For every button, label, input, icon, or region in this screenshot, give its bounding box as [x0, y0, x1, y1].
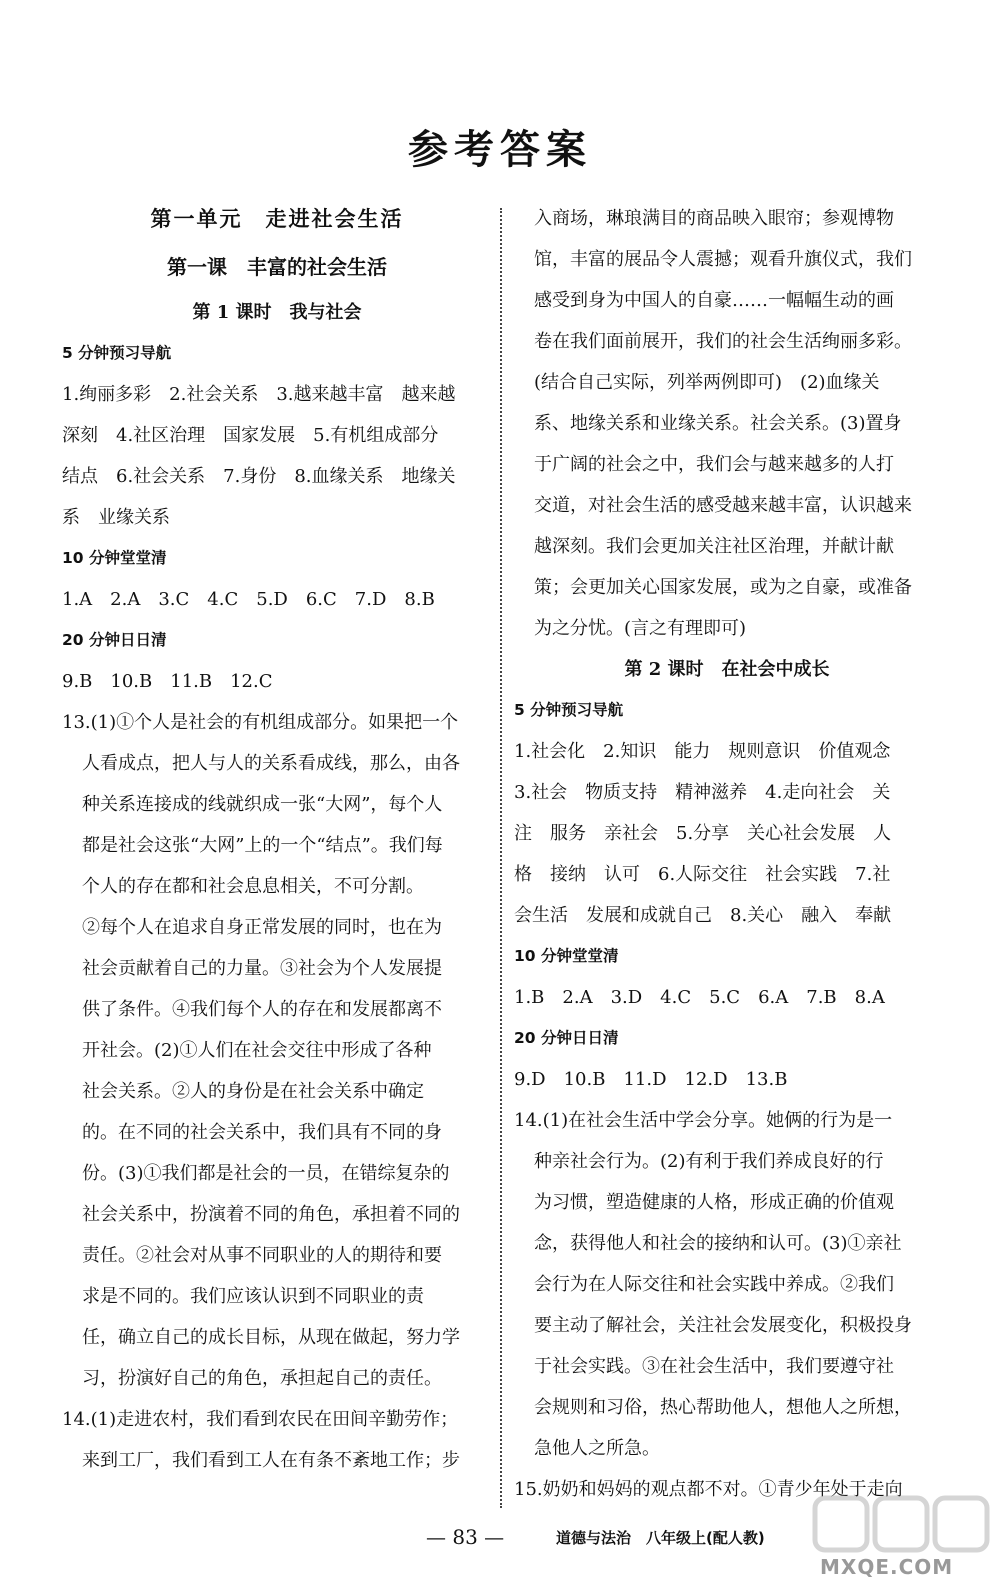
- answer-line: 系、地缘关系和业缘关系。社会关系。(3)置身: [534, 413, 902, 434]
- answer-line: 为之分忧。(言之有理即可): [534, 618, 747, 639]
- answer-line: 要主动了解社会，关注社会发展变化，积极投身: [534, 1315, 912, 1336]
- answer-line: 9.D 10.B 11.D 12.D 13.B: [514, 1069, 788, 1090]
- answer-line: 格 接纳 认可 6.人际交往 社会实践 7.社: [514, 864, 891, 885]
- question-14-first-line: 14.(1)在社会生活中学会分享。她俩的行为是一: [514, 1110, 893, 1131]
- answer-line: 社会贡献着自己的力量。③社会为个人发展提: [82, 958, 442, 979]
- answer-line: 9.B 10.B 11.B 12.C: [62, 671, 273, 692]
- period-title: 第 2 课时 在社会中成长: [624, 659, 830, 680]
- answer-line: 求是不同的。我们应该认识到不同职业的责: [82, 1286, 424, 1307]
- section-label-class: 10 分钟堂堂清: [62, 549, 167, 567]
- answer-line: 会生活 发展和成就自己 8.关心 融入 奉献: [514, 905, 892, 926]
- answer-line: 1.B 2.A 3.D 4.C 5.C 6.A 7.B 8.A: [514, 987, 885, 1008]
- answer-line: 卷在我们面前展开，我们的社会生活绚丽多彩。: [534, 331, 912, 352]
- lesson-title: 第一课 丰富的社会生活: [167, 255, 387, 279]
- answer-line: (结合自己实际，列举两例即可) (2)血缘关: [534, 372, 880, 393]
- answer-line: 1.社会化 2.知识 能力 规则意识 价值观念: [514, 741, 891, 762]
- answer-line: 于社会实践。③在社会生活中，我们要遵守社: [534, 1356, 894, 1377]
- answer-line: 1.绚丽多彩 2.社会关系 3.越来越丰富 越来越: [62, 384, 456, 405]
- page-number: — 83 —: [426, 1525, 505, 1549]
- answer-line: 为习惯，塑造健康的人格，形成正确的价值观: [534, 1192, 894, 1213]
- answer-line: 3.社会 物质支持 精神滋养 4.走向社会 关: [514, 782, 891, 803]
- answer-line: 急他人之所急。: [534, 1438, 660, 1459]
- answer-line: 份。(3)①我们都是社会的一员，在错综复杂的: [82, 1163, 450, 1184]
- answer-line: 社会关系。②人的身份是在社会关系中确定: [82, 1081, 424, 1102]
- answer-line: 都是社会这张“大网”上的一个“结点”。我们每: [82, 835, 443, 856]
- question-14-first-line: 14.(1)走进农村，我们看到农民在田间辛勤劳作；: [62, 1409, 459, 1430]
- answer-line: 1.A 2.A 3.C 4.C 5.D 6.C 7.D 8.B: [62, 589, 435, 610]
- section-label-class: 10 分钟堂堂清: [514, 947, 619, 965]
- answer-line: 入商场，琳琅满目的商品映入眼帘；参观博物: [534, 208, 894, 229]
- answer-line: 系 业缘关系: [62, 507, 170, 528]
- answer-line: 的。在不同的社会关系中，我们具有不同的身: [82, 1122, 442, 1143]
- section-label-preview: 5 分钟预习导航: [514, 701, 624, 719]
- answer-line: ②每个人在追求自身正常发展的同时，也在为: [82, 917, 442, 938]
- answer-line: 念，获得他人和社会的接纳和认可。(3)①亲社: [534, 1233, 902, 1254]
- question-15-first-line: 15.奶奶和妈妈的观点都不对。①青少年处于走向: [514, 1479, 903, 1500]
- answer-line: 来到工厂，我们看到工人在有条不紊地工作；步: [82, 1450, 460, 1471]
- answer-line: 深刻 4.社区治理 国家发展 5.有机组成部分: [62, 425, 439, 446]
- answer-line: 种关系连接成的线就织成一张“大网”，每个人: [82, 794, 443, 815]
- answer-line: 供了条件。④我们每个人的存在和发展都离不: [82, 999, 442, 1020]
- answer-line: 任，确立自己的成长目标，从现在做起，努力学: [82, 1327, 460, 1348]
- answer-line: 馆，丰富的展品令人震撼；观看升旗仪式，我们: [534, 249, 912, 270]
- page-title: 参考答案: [408, 126, 592, 173]
- section-label-daily: 20 分钟日日清: [514, 1029, 619, 1047]
- question-13-first-line: 13.(1)①个人是社会的有机组成部分。如果把一个: [62, 712, 459, 733]
- answer-line: 人看成点，把人与人的关系看成线，那么，由各: [82, 753, 460, 774]
- answer-line: 个人的存在都和社会息息相关，不可分割。: [82, 876, 424, 897]
- watermark-text: MXQE.COM: [820, 1555, 954, 1579]
- answer-line: 策；会更加关心国家发展，或为之自豪，或准备: [534, 577, 912, 598]
- answer-line: 会规则和习俗，热心帮助他人，想他人之所想，: [534, 1397, 912, 1418]
- answer-line: 种亲社会行为。(2)有利于我们养成良好的行: [534, 1151, 884, 1172]
- answer-line: 责任。②社会对从事不同职业的人的期待和要: [82, 1245, 442, 1266]
- answer-line: 社会关系中，扮演着不同的角色，承担着不同的: [82, 1204, 460, 1225]
- section-label-daily: 20 分钟日日清: [62, 631, 167, 649]
- left-column: [62, 198, 492, 1481]
- answer-line: 越深刻。我们会更加关注社区治理，并献计献: [534, 536, 894, 557]
- answer-line: 结点 6.社会关系 7.身份 8.血缘关系 地缘关: [62, 466, 456, 487]
- book-title: 道德与法治 八年级上(配人教): [556, 1529, 765, 1547]
- answer-line: 开社会。(2)①人们在社会交往中形成了各种: [82, 1040, 432, 1061]
- answer-line: 于广阔的社会之中，我们会与越来越多的人打: [534, 454, 894, 475]
- answer-line: 注 服务 亲社会 5.分享 关心社会发展 人: [514, 823, 892, 844]
- answer-line: 会行为在人际交往和社会实践中养成。②我们: [534, 1274, 894, 1295]
- answer-line: 感受到身为中国人的自豪……一幅幅生动的画: [534, 290, 894, 311]
- period-title: 第 1 课时 我与社会: [192, 302, 362, 323]
- answer-line: 交道，对社会生活的感受越来越丰富，认识越来: [534, 495, 912, 516]
- answer-line: 习，扮演好自己的角色，承担起自己的责任。: [82, 1368, 442, 1389]
- section-label-preview: 5 分钟预习导航: [62, 344, 172, 362]
- right-column: [514, 198, 940, 1510]
- column-divider: [500, 208, 502, 1508]
- unit-title: 第一单元 走进社会生活: [150, 206, 404, 231]
